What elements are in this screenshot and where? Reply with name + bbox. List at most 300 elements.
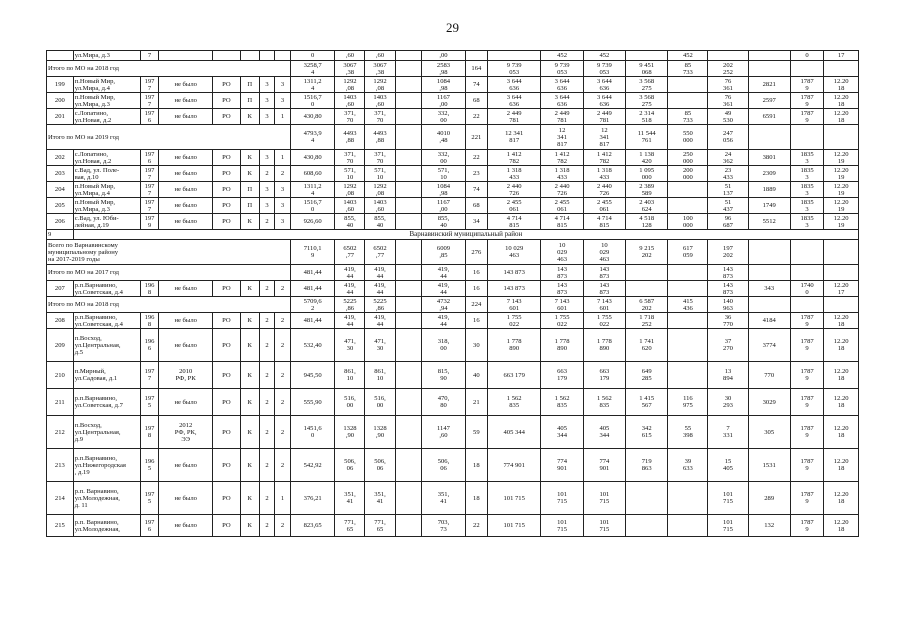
table-cell: 1 318 433 [583, 166, 625, 182]
table-cell: 3029 [748, 389, 790, 416]
table-cell: 470, 80 [422, 389, 465, 416]
table-row [47, 77, 859, 93]
table-cell: 663 179 [541, 362, 583, 389]
table-cell [824, 265, 859, 281]
table-cell [47, 51, 74, 61]
table-cell: 143 873 [583, 281, 625, 297]
table-cell: 68 [465, 198, 487, 214]
table-cell: 1 095 000 [626, 166, 668, 182]
table-cell: 1 [275, 109, 291, 125]
table-cell: 164 [465, 61, 487, 77]
table-cell: 6 587 202 [626, 297, 668, 313]
table-cell: 2 [259, 281, 275, 297]
table-cell: 419, 44 [422, 313, 465, 329]
table-cell: 2 [275, 313, 291, 329]
table-cell: 197 6 [140, 515, 159, 537]
table-cell [748, 265, 790, 281]
table-cell: 452 [583, 51, 625, 61]
table-cell: 221 [465, 125, 487, 150]
table-cell: 1 [275, 150, 291, 166]
table-cell [626, 515, 668, 537]
table-cell: 430,80 [290, 109, 335, 125]
table-cell: 3258,7 4 [290, 61, 335, 77]
table-cell [395, 166, 422, 182]
table-cell: 405 344 [487, 416, 540, 449]
table-cell [395, 198, 422, 214]
table-cell: 12.20 18 [824, 93, 859, 109]
table-cell: 351, 41 [422, 482, 465, 515]
total-label: Всего по Варнавинскому муниципальному району на 2017-2019 годы [47, 240, 291, 265]
table-cell: 1 778 890 [487, 329, 540, 362]
table-cell: 1 755 022 [583, 313, 625, 329]
table-cell: 419, 44 [365, 265, 395, 281]
table-row [47, 449, 859, 482]
table-cell: 2 [259, 313, 275, 329]
table-cell: 2 440 726 [487, 182, 540, 198]
table-cell: 3 [259, 182, 275, 198]
table-cell: 2821 [748, 77, 790, 93]
table-cell: 2 [275, 166, 291, 182]
table-cell: 18 [465, 449, 487, 482]
table-cell: 24 362 [708, 150, 748, 166]
table-row [47, 281, 859, 297]
table-cell: 59 [465, 416, 487, 449]
address-cell: с.Вад, ул. Поле- вая, д.10 [73, 166, 140, 182]
total-row [47, 265, 859, 281]
table-cell: 12.20 19 [824, 198, 859, 214]
table-cell [395, 77, 422, 93]
total-label: Итого по МО на 2017 год [47, 265, 291, 281]
table-cell: 1 318 433 [541, 166, 583, 182]
table-cell: 101 715 [583, 482, 625, 515]
table-cell [668, 313, 708, 329]
table-cell: 224 [465, 297, 487, 313]
table-cell: К [240, 166, 259, 182]
table-cell: 2 [275, 329, 291, 362]
table-cell [212, 51, 240, 61]
table-cell: 1787 9 [790, 449, 823, 482]
address-cell: р.п. Варнавино, ул.Молодежная, [73, 515, 140, 537]
table-cell: 663 179 [583, 362, 625, 389]
table-cell: 3 568 275 [626, 93, 668, 109]
table-cell: 1167 ,00 [422, 93, 465, 109]
table-cell: 76 361 [708, 77, 748, 93]
table-cell: 203 [47, 166, 74, 182]
table-cell: РО [212, 515, 240, 537]
table-cell: 210 [47, 362, 74, 389]
table-cell: 22 [465, 515, 487, 537]
table-cell: К [240, 362, 259, 389]
table-cell: 197 7 [140, 93, 159, 109]
page-number: 29 [446, 20, 459, 35]
total-row [47, 297, 859, 313]
table-cell [708, 51, 748, 61]
table-cell: не было [159, 515, 212, 537]
table-cell: 2 [275, 449, 291, 482]
table-cell: РО [212, 77, 240, 93]
table-cell: 419, 44 [335, 281, 365, 297]
address-cell: ул.Мира, д.3 [73, 51, 140, 61]
table-cell: К [240, 389, 259, 416]
table-cell: 2 389 589 [626, 182, 668, 198]
table-cell: 1 741 620 [626, 329, 668, 362]
table-cell [748, 51, 790, 61]
table-cell: 571, 10 [365, 166, 395, 182]
table-cell: К [240, 214, 259, 230]
table-cell: 2 449 781 [487, 109, 540, 125]
table-cell: 305 [748, 416, 790, 449]
table-cell: 5225 ,86 [335, 297, 365, 313]
table-cell: 1084 ,98 [422, 182, 465, 198]
table-cell: ,00 [422, 51, 465, 61]
table-cell: 2 [259, 166, 275, 182]
table-cell: 663 179 [487, 362, 540, 389]
table-cell [668, 329, 708, 362]
table-cell: 197 7 [140, 198, 159, 214]
table-cell: 471, 30 [335, 329, 365, 362]
address-cell: с.Лопатино, ул.Новая, д.2 [73, 109, 140, 125]
table-cell: 12.20 18 [824, 329, 859, 362]
table-cell: РО [212, 109, 240, 125]
table-cell: 861, 10 [335, 362, 365, 389]
table-cell: 2 [259, 214, 275, 230]
table-cell [395, 240, 422, 265]
table-row [47, 198, 859, 214]
table-cell [275, 51, 291, 61]
address-cell: п.Новый Мир, ул.Мира, д.3 [73, 198, 140, 214]
table-cell: 1328 ,90 [335, 416, 365, 449]
table-cell: 532,40 [290, 329, 335, 362]
address-cell: п.Новый Мир, ул.Мира, д.4 [73, 77, 140, 93]
table-cell: 3 [259, 77, 275, 93]
table-cell [395, 51, 422, 61]
table-cell: 202 252 [708, 61, 748, 77]
table-cell: 1 778 890 [541, 329, 583, 362]
table-cell [668, 182, 708, 198]
table-cell: 1311,2 4 [290, 77, 335, 93]
table-cell: 1292 ,08 [365, 182, 395, 198]
table-cell [668, 515, 708, 537]
table-cell: К [240, 515, 259, 537]
table-cell: 0 [290, 51, 335, 61]
table-cell [159, 51, 212, 61]
table-cell: 481,44 [290, 265, 335, 281]
table-cell: 12.20 18 [824, 77, 859, 93]
table-cell: 197 7 [140, 362, 159, 389]
table-cell: 1 755 022 [487, 313, 540, 329]
table-cell [626, 482, 668, 515]
table-cell: РО [212, 93, 240, 109]
table-cell: 3 [275, 182, 291, 198]
table-cell: 945,50 [290, 362, 335, 389]
table-cell: 30 293 [708, 389, 748, 416]
table-cell: 3067 ,38 [365, 61, 395, 77]
table-cell: 371, 70 [365, 109, 395, 125]
table-cell: 1531 [748, 449, 790, 482]
table-cell: 12.20 18 [824, 313, 859, 329]
table-cell: 196 8 [140, 313, 159, 329]
table-cell: 771, 65 [335, 515, 365, 537]
total-label: Итого по МО на 2019 год [47, 125, 291, 150]
table-cell: 250 000 [668, 150, 708, 166]
table-cell: 770 [748, 362, 790, 389]
table-cell: К [240, 416, 259, 449]
table-cell [824, 240, 859, 265]
table-cell: 196 8 [140, 281, 159, 297]
table-cell [465, 51, 487, 61]
table-cell: 823,65 [290, 515, 335, 537]
table-cell: 1740 0 [790, 281, 823, 297]
table-cell: 1 138 420 [626, 150, 668, 166]
table-row [47, 482, 859, 515]
table-cell: 1835 3 [790, 214, 823, 230]
table-cell: 1516,7 0 [290, 198, 335, 214]
table-cell: 143 873 [708, 265, 748, 281]
table-cell [668, 198, 708, 214]
table-cell: 12.20 18 [824, 449, 859, 482]
table-cell: 7 [140, 51, 159, 61]
table-cell: 1 562 835 [583, 389, 625, 416]
table-cell: 16 [465, 265, 487, 281]
table-cell: 1167 ,00 [422, 198, 465, 214]
table-cell: 205 [47, 198, 74, 214]
table-cell: 39 633 [668, 449, 708, 482]
table-cell: 4 518 128 [626, 214, 668, 230]
table-cell: 74 [465, 182, 487, 198]
table-cell: 51 137 [708, 182, 748, 198]
housing-register-table [46, 50, 859, 537]
table-cell: РО [212, 313, 240, 329]
table-cell: 85 733 [668, 61, 708, 77]
table-cell [395, 61, 422, 77]
address-cell: с.Лопатино, ул.Новая, д.2 [73, 150, 140, 166]
table-cell: 143 873 [487, 265, 540, 281]
table-cell: 703, 73 [422, 515, 465, 537]
table-cell: 10 029 463 [583, 240, 625, 265]
table-cell: 1311,2 4 [290, 182, 335, 198]
table-cell: 4 714 815 [583, 214, 625, 230]
table-cell: 481,44 [290, 281, 335, 297]
table-cell [395, 93, 422, 109]
table-cell: не было [159, 182, 212, 198]
table-cell: 1 318 433 [487, 166, 540, 182]
table-cell: 1403 ,60 [335, 198, 365, 214]
table-cell: 3 [259, 198, 275, 214]
table-cell: 3 [259, 93, 275, 109]
table-cell: К [240, 150, 259, 166]
table-cell: 1787 9 [790, 416, 823, 449]
table-cell: 1292 ,08 [335, 182, 365, 198]
table-cell: 3 644 636 [583, 77, 625, 93]
table-cell: 3067 ,38 [335, 61, 365, 77]
table-cell [748, 297, 790, 313]
table-cell: 419, 44 [365, 281, 395, 297]
table-cell: 419, 44 [335, 265, 365, 281]
table-cell: 4493 ,88 [365, 125, 395, 150]
total-label: Итого по МО на 2018 год [47, 61, 291, 77]
table-cell: П [240, 77, 259, 93]
table-cell: 318, 00 [422, 329, 465, 362]
table-cell: 101 715 [708, 482, 748, 515]
table-cell: не было [159, 77, 212, 93]
table-cell: РО [212, 389, 240, 416]
table-cell: 2 449 781 [583, 109, 625, 125]
table-cell: 1787 9 [790, 77, 823, 93]
table-cell [240, 51, 259, 61]
table-cell [487, 51, 540, 61]
table-cell: 6502 ,77 [365, 240, 395, 265]
table-cell: 200 [47, 93, 74, 109]
table-cell: 3 [275, 93, 291, 109]
table-cell: 1835 3 [790, 150, 823, 166]
table-cell: РО [212, 182, 240, 198]
table-cell: РО [212, 329, 240, 362]
table-cell: 1 718 252 [626, 313, 668, 329]
table-cell: 371, 70 [365, 150, 395, 166]
table-cell: 196 6 [140, 329, 159, 362]
total-row [47, 125, 859, 150]
table-cell [668, 93, 708, 109]
table-cell: 571, 10 [335, 166, 365, 182]
address-cell: р.п.Варнавино, ул.Советская, д.4 [73, 313, 140, 329]
table-cell: РО [212, 214, 240, 230]
table-cell: 204 [47, 182, 74, 198]
table-cell: 3774 [748, 329, 790, 362]
table-cell: 1292 ,08 [335, 77, 365, 93]
table-cell: 419, 44 [365, 313, 395, 329]
table-cell: 6591 [748, 109, 790, 125]
table-cell: 405 344 [541, 416, 583, 449]
table-cell: 351, 41 [335, 482, 365, 515]
table-cell: 1835 3 [790, 182, 823, 198]
table-cell: 2012 РФ, РК, ЭЭ [159, 416, 212, 449]
table-cell [395, 389, 422, 416]
table-cell [395, 449, 422, 482]
table-cell [668, 281, 708, 297]
table-cell: 471, 30 [365, 329, 395, 362]
table-cell: 2 [275, 416, 291, 449]
table-cell: 207 [47, 281, 74, 297]
table-cell: П [240, 93, 259, 109]
table-cell: 197 6 [140, 109, 159, 125]
table-cell: 101 715 [541, 482, 583, 515]
table-cell: 7110,1 9 [290, 240, 335, 265]
table-cell: 212 [47, 416, 74, 449]
table-cell: 23 [465, 166, 487, 182]
address-cell: р.п.Варнавино, ул.Нижегородская , д.19 [73, 449, 140, 482]
table-cell: РО [212, 449, 240, 482]
table-cell: 2 455 061 [583, 198, 625, 214]
table-cell: 3 644 636 [583, 93, 625, 109]
table-cell: 371, 70 [335, 150, 365, 166]
table-cell: 15 405 [708, 449, 748, 482]
table-cell: 419, 44 [422, 281, 465, 297]
table-cell: 351, 41 [365, 482, 395, 515]
table-cell: 1787 9 [790, 93, 823, 109]
table-cell: 5709,6 2 [290, 297, 335, 313]
table-cell [824, 125, 859, 150]
table-cell: 855, 40 [365, 214, 395, 230]
table-cell: 452 [541, 51, 583, 61]
table-cell: 197 8 [140, 416, 159, 449]
table-cell: 100 000 [668, 214, 708, 230]
table-cell: 16 [465, 281, 487, 297]
table-cell: 9 215 202 [626, 240, 668, 265]
table-cell: 1835 3 [790, 198, 823, 214]
table-cell: 2 [259, 482, 275, 515]
table-cell: не было [159, 198, 212, 214]
table-cell: 1451,6 0 [290, 416, 335, 449]
table-cell: РО [212, 281, 240, 297]
table-cell: 196 5 [140, 449, 159, 482]
table-cell [395, 125, 422, 150]
table-cell: 1 562 835 [487, 389, 540, 416]
district-number: 9 [47, 230, 74, 240]
table-cell: 9 739 053 [583, 61, 625, 77]
table-cell: РО [212, 166, 240, 182]
table-cell: 771, 65 [365, 515, 395, 537]
table-cell: 815, 90 [422, 362, 465, 389]
table-cell: 506, 06 [422, 449, 465, 482]
table-cell: 17 [824, 51, 859, 61]
table-cell: 30 [465, 329, 487, 362]
table-cell: 197 5 [140, 389, 159, 416]
table-cell: 199 [47, 77, 74, 93]
table-cell: 209 [47, 329, 74, 362]
table-cell: 23 433 [708, 166, 748, 182]
table-cell: 10 029 463 [487, 240, 540, 265]
total-row [47, 240, 859, 265]
table-cell: 0 [790, 51, 823, 61]
table-cell: 2 [275, 389, 291, 416]
table-cell: 289 [748, 482, 790, 515]
table-cell: 197 7 [140, 166, 159, 182]
table-cell: 1 412 782 [583, 150, 625, 166]
table-cell: 3 644 636 [487, 93, 540, 109]
table-row [47, 416, 859, 449]
table-row [47, 166, 859, 182]
table-cell: 9 451 068 [626, 61, 668, 77]
table-cell: 1 755 022 [541, 313, 583, 329]
table-cell: РО [212, 416, 240, 449]
table-cell: 1787 9 [790, 515, 823, 537]
table-cell: 4 714 815 [541, 214, 583, 230]
table-cell: 12 341 817 [541, 125, 583, 150]
table-cell: 405 344 [583, 416, 625, 449]
table-cell: 4493 ,88 [335, 125, 365, 150]
table-cell [626, 281, 668, 297]
table-cell: 343 [748, 281, 790, 297]
address-cell: р.п.Варнавино, ул.Советская, д.4 [73, 281, 140, 297]
address-cell: р.п.Варнавино, ул.Советская, д.7 [73, 389, 140, 416]
table-cell: 101 715 [487, 482, 540, 515]
table-cell: 74 [465, 77, 487, 93]
table-cell [790, 265, 823, 281]
table-cell: 3 [259, 150, 275, 166]
table-cell: 206 [47, 214, 74, 230]
table-cell: 332, 00 [422, 109, 465, 125]
table-cell: 143 873 [583, 265, 625, 281]
table-cell: 571, 10 [422, 166, 465, 182]
table-cell: 213 [47, 449, 74, 482]
table-cell: 1084 ,98 [422, 77, 465, 93]
table-cell: 12.20 18 [824, 515, 859, 537]
table-cell: 419, 44 [422, 265, 465, 281]
table-cell [668, 77, 708, 93]
table-cell: 3 [275, 198, 291, 214]
table-cell: 4 714 815 [487, 214, 540, 230]
total-row [47, 61, 859, 77]
